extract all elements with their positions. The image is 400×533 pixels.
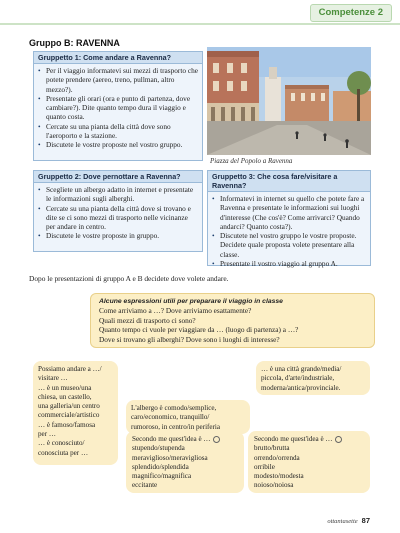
header-divider xyxy=(0,23,400,25)
city-panel xyxy=(256,361,370,395)
panel-line: stupendo/stupenda xyxy=(132,444,185,453)
positive-panel xyxy=(126,431,244,493)
panel-line: … è conosciuto/ xyxy=(38,439,85,448)
panel-line: brutto/brutta xyxy=(254,444,290,453)
positive-intro: Secondo me quest'idea è … xyxy=(132,435,211,443)
list-item: • Discutete le vostre proposte in gruppo. xyxy=(38,231,198,240)
panel-line: Possiamo andare a …/ xyxy=(38,365,102,373)
list-item: • Scegliete un albergo adatto in internet e presentate le informazioni sugli alberghi. xyxy=(38,185,198,204)
negative-panel xyxy=(248,431,370,493)
list-item: • Cercate su una pianta della città dove si trovano e dite se ci sono mezzi di trasporto nelle vicinanze per andare in centro. xyxy=(38,204,198,232)
expressions-title: Alcune espressioni utili per preparare il viaggio in classe xyxy=(99,298,283,305)
page-number: 87 xyxy=(361,516,370,525)
panel-line: noioso/noiosa xyxy=(254,481,294,490)
panel-line: una galleria/un centro xyxy=(38,402,100,411)
panel-line: visitare … xyxy=(38,374,68,383)
group3-box xyxy=(207,170,371,269)
section-tab: Competenze 2 xyxy=(310,4,392,22)
smiley-sad-icon xyxy=(335,436,342,443)
panel-line: modesto/modesta xyxy=(254,472,304,481)
panel-line: caro/economico, tranquillo/ xyxy=(131,413,210,422)
negative-intro: Secondo me quest'idea è … xyxy=(254,435,333,443)
panel-line: … è un museo/una xyxy=(38,383,92,392)
expression-line: Quali mezzi di trasporto ci sono? xyxy=(99,315,196,325)
panel-line: piccola, d'arte/industriale, xyxy=(261,374,335,383)
panel-line: conosciuta per … xyxy=(38,448,89,457)
panel-line: magnifico/magnifica xyxy=(132,472,192,481)
panel-line: L'albergo è comodo/semplice, xyxy=(131,404,217,412)
group2-box xyxy=(33,170,203,252)
panel-line: … è famoso/famosa xyxy=(38,420,96,429)
visit-panel xyxy=(33,361,118,465)
group2-list xyxy=(34,183,202,243)
panel-line: chiesa, un castello, xyxy=(38,392,92,401)
group1-title: Gruppetto 1: Come andare a Ravenna? xyxy=(34,52,202,64)
group3-list xyxy=(208,192,370,270)
section-header xyxy=(0,0,400,26)
list-item: • Discutete nel vostro gruppo le vostre proposte. Decidete quale proposta volete presentare alla classe. xyxy=(212,231,366,259)
list-item: • Discutete le vostre proposte nel vostro gruppo. xyxy=(38,140,198,149)
photo-caption: Piazza del Popolo a Ravenna xyxy=(210,157,293,165)
panel-line: splendido/splendida xyxy=(132,462,189,471)
expression-line: Dove si trovano gli alberghi? Dove sono i luoghi di interesse? xyxy=(99,334,280,344)
list-item: • Per il viaggio informatevi sui mezzi di trasporto che potete prendere (aereo, treno, pullman, altro mezzo?). xyxy=(38,66,198,94)
page-footer xyxy=(327,516,370,525)
panel-line xyxy=(254,435,364,444)
panel-line: meraviglioso/meravigliosa xyxy=(132,453,208,462)
list-item: • Cercate su una pianta della città dove sono l'aeroporto e la stazione. xyxy=(38,122,198,141)
hotel-panel xyxy=(126,400,250,434)
list-item: • Presentate gli orari (ora e punto di partenza, dove cambiare?). Dite quanto tempo dura il viaggio e quanto costa. xyxy=(38,94,198,122)
group3-title: Gruppetto 3: Che cosa fare/visitare a Ravenna? xyxy=(208,171,370,192)
expression-line: Quanto tempo ci vuole per viaggiare da … (luogo di partenza) a …? xyxy=(99,325,299,335)
group1-box xyxy=(33,51,203,161)
group1-list xyxy=(34,64,202,152)
panel-line: eccitante xyxy=(132,481,158,490)
panel-line: … è una città grande/media/ xyxy=(261,365,342,373)
instruction-text: Dopo le presentazioni di gruppo A e B decidete dove volete andare. xyxy=(29,274,229,283)
page-number-word: ottantasette xyxy=(327,518,358,525)
panel-line: commerciale/artistico xyxy=(38,411,100,420)
expressions-box xyxy=(90,293,375,348)
group2-title: Gruppetto 2: Dove pernottare a Ravenna? xyxy=(34,171,202,183)
group-title: Gruppo B: RAVENNA xyxy=(29,38,120,48)
list-item: • Informatevi in internet su quello che potete fare a Ravenna e presentate le informazioni sui luoghi d'interesse (Che cos'è? Come arrivarci? Quando andarci? Quanto costa?). xyxy=(212,194,366,231)
panel-line: orribile xyxy=(254,462,275,471)
expression-line: Come arriviamo a …? Dove arriviamo esattamente? xyxy=(99,306,252,315)
panel-line: per … xyxy=(38,430,56,439)
panel-line: moderna/antica/provinciale. xyxy=(261,383,341,392)
panel-line xyxy=(132,435,238,444)
list-item: • Presentate il vostro viaggio al gruppo A. xyxy=(212,259,366,268)
smiley-happy-icon xyxy=(213,436,220,443)
panel-line: orrendo/orrenda xyxy=(254,453,300,462)
ravenna-photo xyxy=(207,47,371,155)
panel-line: rumoroso, in centro/in periferia xyxy=(131,422,221,431)
